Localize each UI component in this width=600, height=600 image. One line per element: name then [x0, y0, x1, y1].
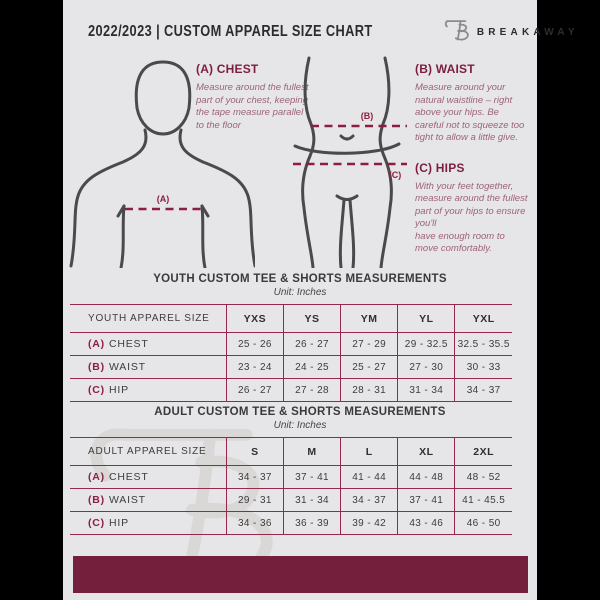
- hips-marker-label: (C): [388, 170, 402, 180]
- table-row: [70, 356, 512, 379]
- row-label: (B) WAIST: [88, 361, 146, 373]
- table-cell: 27 - 30: [398, 356, 455, 379]
- breakaway-logo-icon: [444, 18, 470, 47]
- table-cell: 32.5 - 35.5: [455, 333, 512, 356]
- row-label: (B) WAIST: [88, 494, 146, 506]
- table-row: [70, 489, 512, 512]
- size-header: YXL: [455, 305, 512, 333]
- size-chart-document: [63, 0, 579, 600]
- size-header: XL: [398, 438, 455, 466]
- footer-accent-bar: [73, 556, 528, 593]
- page-header: [88, 18, 579, 46]
- lower-body-figure: [287, 56, 409, 273]
- hips-heading: (C) HIPS: [415, 160, 465, 175]
- table-cell: 31 - 34: [398, 379, 455, 402]
- table-cell: 23 - 24: [226, 356, 283, 379]
- size-header: L: [341, 438, 398, 466]
- table-cell: 44 - 48: [398, 466, 455, 489]
- hips-body-text-1: With your feet together, measure around the fullest part of your hips to ensure you'll: [415, 180, 528, 230]
- size-label-header: ADULT APPAREL SIZE: [88, 446, 207, 457]
- adult-table-title: ADULT CUSTOM TEE & SHORTS MEASUREMENTS: [154, 406, 446, 418]
- youth-table-unit: Unit: Inches: [273, 287, 327, 298]
- chest-marker-label: (A): [156, 194, 170, 204]
- size-header: 2XL: [455, 438, 512, 466]
- row-label: (C) HIP: [88, 517, 129, 529]
- youth-table: [70, 304, 512, 402]
- adult-section: [63, 406, 537, 535]
- table-cell: 24 - 25: [283, 356, 340, 379]
- chest-heading: (A) CHEST: [196, 62, 259, 76]
- hips-body-text-2: have enough room to move comfortably.: [415, 230, 505, 255]
- table-cell: 37 - 41: [398, 489, 455, 512]
- table-header-row: [70, 438, 512, 466]
- youth-table-title: YOUTH CUSTOM TEE & SHORTS MEASUREMENTS: [153, 273, 447, 285]
- brand-name: BREAKAWAY: [476, 26, 579, 38]
- row-label: (A) CHEST: [88, 471, 149, 483]
- table-row: [70, 466, 512, 489]
- size-label-header: YOUTH APPAREL SIZE: [88, 313, 210, 324]
- table-cell: 25 - 27: [341, 356, 398, 379]
- table-cell: 41 - 45.5: [455, 489, 512, 512]
- table-cell: 37 - 41: [283, 466, 340, 489]
- table-cell: 30 - 33: [455, 356, 512, 379]
- page-title: 2022/2023 | CUSTOM APPAREL SIZE CHART: [88, 23, 373, 40]
- table-cell: 26 - 27: [226, 379, 283, 402]
- table-cell: 46 - 50: [455, 512, 512, 535]
- table-row: [70, 333, 512, 356]
- row-label: (A) CHEST: [88, 338, 149, 350]
- size-header: YS: [283, 305, 340, 333]
- size-header: M: [283, 438, 340, 466]
- table-row: [70, 512, 512, 535]
- waist-body-text: Measure around your natural waistline – right above your hips. Be careful not to squeeze too tight to allow a little give.: [415, 82, 525, 144]
- youth-section: [63, 273, 537, 402]
- table-cell: 27 - 28: [283, 379, 340, 402]
- table-cell: 34 - 36: [226, 512, 283, 535]
- table-cell: 25 - 26: [226, 333, 283, 356]
- table-row: [70, 379, 512, 402]
- table-cell: 34 - 37: [226, 466, 283, 489]
- size-header: YXS: [226, 305, 283, 333]
- size-header: S: [226, 438, 283, 466]
- size-header: YM: [341, 305, 398, 333]
- waist-hips-guide: [415, 62, 529, 256]
- waist-heading: (B) WAIST: [415, 62, 475, 76]
- table-cell: 31 - 34: [283, 489, 340, 512]
- size-header: YL: [398, 305, 455, 333]
- adult-table: [70, 437, 512, 535]
- chest-body-text: Measure around the fullest part of your chest, keeping the tape measure parallel to the floor: [196, 82, 309, 131]
- table-header-row: [70, 305, 512, 333]
- table-cell: 48 - 52: [455, 466, 512, 489]
- table-cell: 39 - 42: [341, 512, 398, 535]
- adult-table-unit: Unit: Inches: [273, 420, 327, 431]
- brand-lockup: [444, 18, 579, 47]
- table-cell: 29 - 32.5: [398, 333, 455, 356]
- waist-marker-label: (B): [360, 111, 374, 121]
- row-label: (C) HIP: [88, 384, 129, 396]
- table-cell: 41 - 44: [341, 466, 398, 489]
- table-cell: 36 - 39: [283, 512, 340, 535]
- table-cell: 29 - 31: [226, 489, 283, 512]
- table-cell: 28 - 31: [341, 379, 398, 402]
- table-cell: 26 - 27: [283, 333, 340, 356]
- table-cell: 43 - 46: [398, 512, 455, 535]
- table-cell: 27 - 29: [341, 333, 398, 356]
- table-cell: 34 - 37: [455, 379, 512, 402]
- table-cell: 34 - 37: [341, 489, 398, 512]
